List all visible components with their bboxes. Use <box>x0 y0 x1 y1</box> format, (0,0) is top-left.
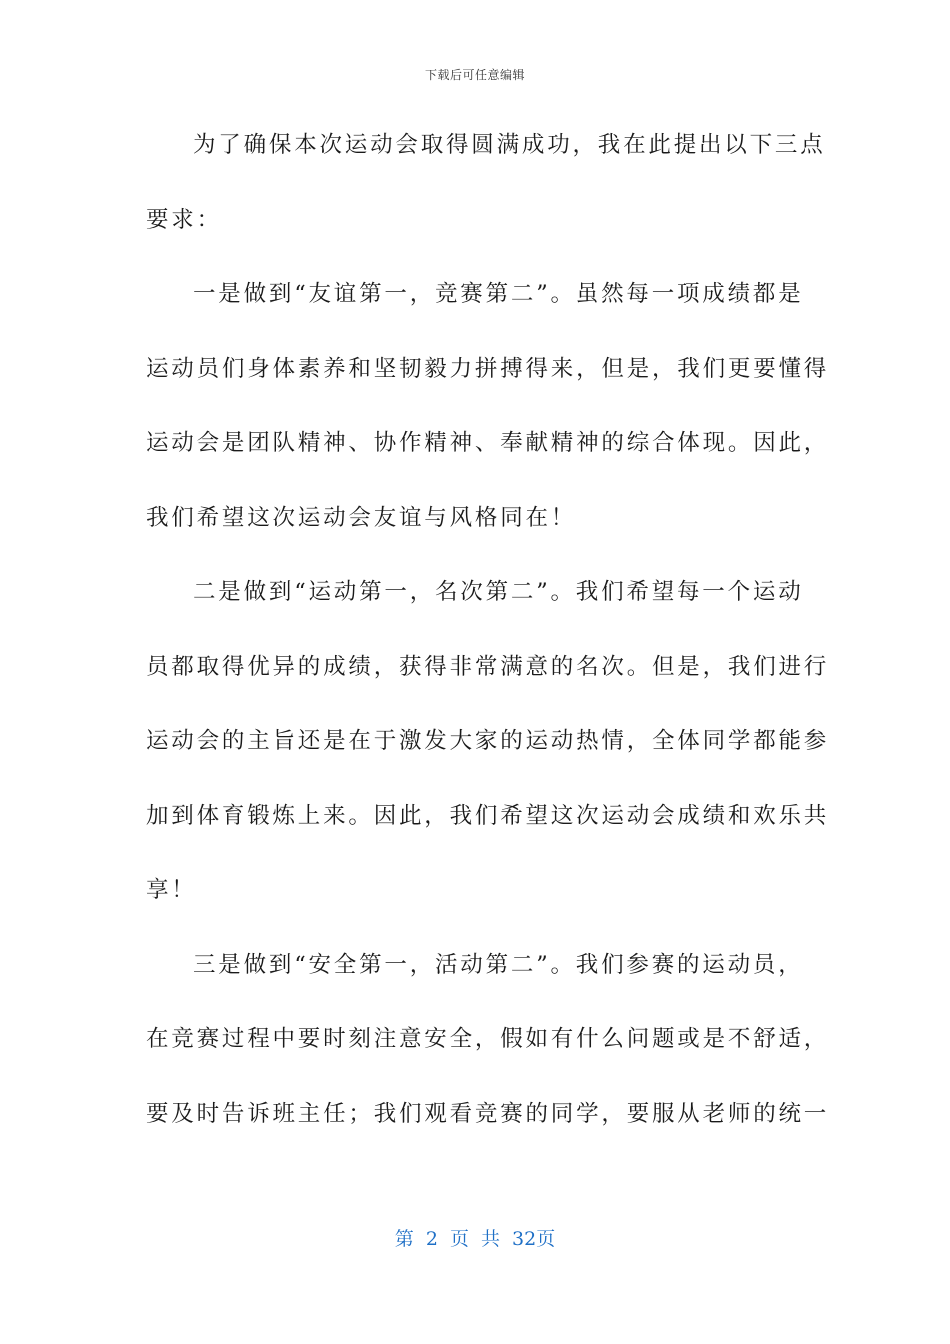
text-line: 我们希望这次运动会友谊与风格同在！ <box>146 504 577 531</box>
page-number: 第 2 页 共 32页 <box>394 1228 556 1250</box>
text-line: 员都取得优异的成绩，获得非常满意的名次。但是，我们进行 <box>146 653 830 680</box>
page-header: 下载后可任意编辑 <box>424 68 525 82</box>
text-line: 要求： <box>146 206 222 233</box>
text-line: 运动会的主旨还是在于激发大家的运动热情，全体同学都能参 <box>146 728 830 754</box>
text-line: 三是做到“安全第一，活动第二”。我们参赛的运动员， <box>193 951 804 978</box>
text-line: 运动会是团队精神、协作精神、奉献精神的综合体现。因此， <box>146 430 830 456</box>
text-line: 在竞赛过程中要时刻注意安全，假如有什么问题或是不舒适， <box>146 1026 830 1052</box>
text-line: 享！ <box>146 877 197 903</box>
text-line: 加到体育锻炼上来。因此，我们希望这次运动会成绩和欢乐共 <box>146 802 830 829</box>
text-line: 一是做到“友谊第一，竞赛第二”。虽然每一项成绩都是 <box>193 281 804 307</box>
text-line: 要及时告诉班主任；我们观看竞赛的同学，要服从老师的统一 <box>146 1100 830 1127</box>
document-body <box>146 122 830 1165</box>
text-line: 为了确保本次运动会取得圆满成功，我在此提出以下三点 <box>193 132 826 158</box>
text-line: 运动员们身体素养和坚韧毅力拼搏得来，但是，我们更要懂得 <box>146 355 830 382</box>
text-line: 二是做到“运动第一，名次第二”。我们希望每一个运动 <box>193 579 804 605</box>
